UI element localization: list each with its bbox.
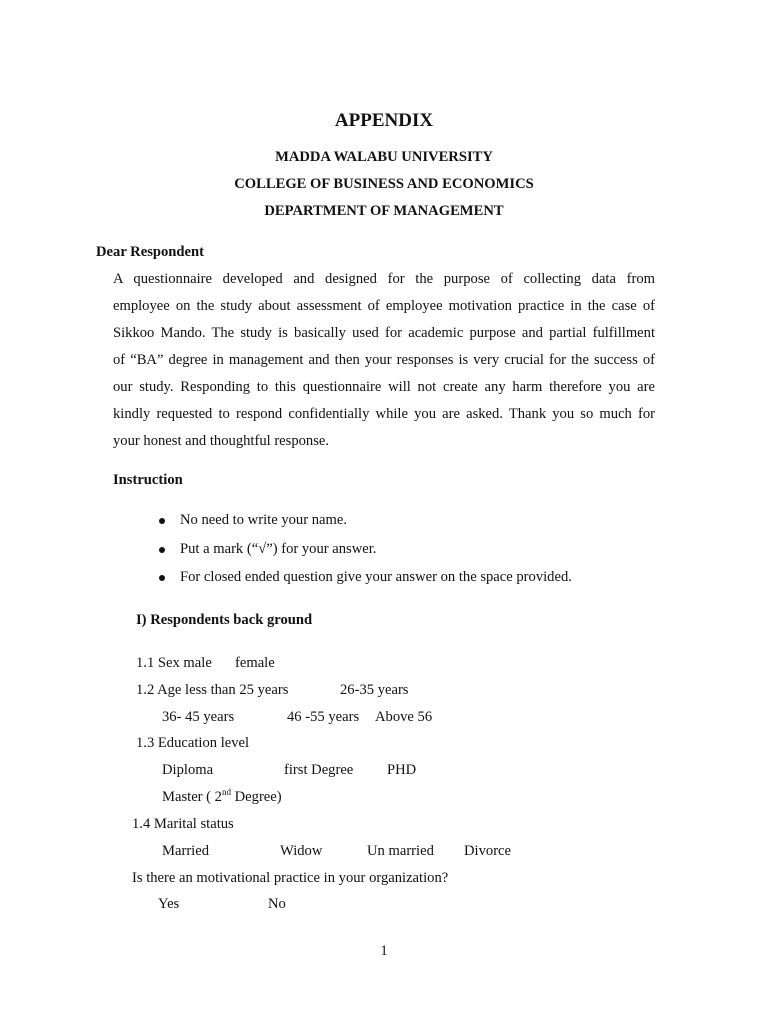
section-heading: I) Respondents back ground — [136, 612, 313, 628]
q-sex-label: 1.1 Sex male — [136, 655, 212, 671]
q-edu-master — [162, 789, 282, 806]
q-marital-married: Married — [162, 843, 210, 859]
q-education-label: 1.3 Education level — [136, 735, 250, 751]
intro-line: your honest and thoughtful response. — [113, 433, 330, 449]
q-age-opt4: 46 -55 years — [287, 709, 360, 725]
q-sex-female: female — [235, 655, 275, 671]
q-motivation-no: No — [268, 896, 286, 912]
q-age-opt3: 36- 45 years — [162, 709, 235, 725]
intro-paragraph — [113, 266, 655, 455]
bullet-icon — [159, 547, 165, 553]
page-number: 1 — [380, 943, 388, 959]
q-marital-label: 1.4 Marital status — [132, 816, 234, 832]
university-name: MADDA WALABU UNIVERSITY — [275, 149, 493, 165]
intro-line: kindly requested to respond confidentially while you are asked. Thank you so much for — [113, 406, 655, 422]
q-marital-widow: Widow — [280, 843, 323, 859]
q-edu-diploma: Diploma — [162, 762, 214, 778]
q-motivation-yes: Yes — [158, 896, 180, 912]
bullet-icon — [159, 575, 165, 581]
instruction-heading: Instruction — [113, 472, 183, 488]
q-edu-master-b: Degree) — [230, 789, 282, 805]
q-edu-phd: PHD — [387, 762, 417, 778]
intro-line: A questionnaire developed and designed for the purpose of collecting data from — [113, 271, 655, 287]
intro-line: employee on the study about assessment of employee motivation practice in the case of — [113, 298, 655, 314]
instruction-item: No need to write your name. — [180, 512, 347, 528]
intro-line: of “BA” degree in management and then your responses is very crucial for the success of — [113, 352, 655, 368]
q-edu-first: first Degree — [284, 762, 354, 778]
greeting: Dear Respondent — [96, 244, 204, 260]
college-name: COLLEGE OF BUSINESS AND ECONOMICS — [234, 176, 534, 192]
q-marital-unmarried: Un married — [367, 843, 434, 859]
department-name: DEPARTMENT OF MANAGEMENT — [264, 203, 504, 219]
instruction-item: Put a mark (“√”) for your answer. — [180, 541, 377, 557]
q-motivation-label: Is there an motivational practice in your organization? — [132, 870, 449, 886]
intro-line: Sikkoo Mando. The study is basically used for academic purpose and partial fulfillment — [113, 325, 655, 341]
q-age-opt5: Above 56 — [375, 709, 433, 725]
q-age-label: 1.2 Age less than 25 years — [136, 682, 289, 698]
bullet-icon — [159, 518, 165, 524]
q-edu-master-sup: nd — [221, 787, 231, 798]
q-marital-divorce: Divorce — [464, 843, 512, 859]
q-age-opt2: 26-35 years — [340, 682, 409, 698]
intro-line: our study. Responding to this questionnaire will not create any harm therefore you are — [113, 379, 655, 395]
page-title: APPENDIX — [334, 110, 434, 131]
q-edu-master-a: Master ( 2 — [162, 789, 222, 805]
instruction-item: For closed ended question give your answer on the space provided. — [180, 569, 572, 585]
